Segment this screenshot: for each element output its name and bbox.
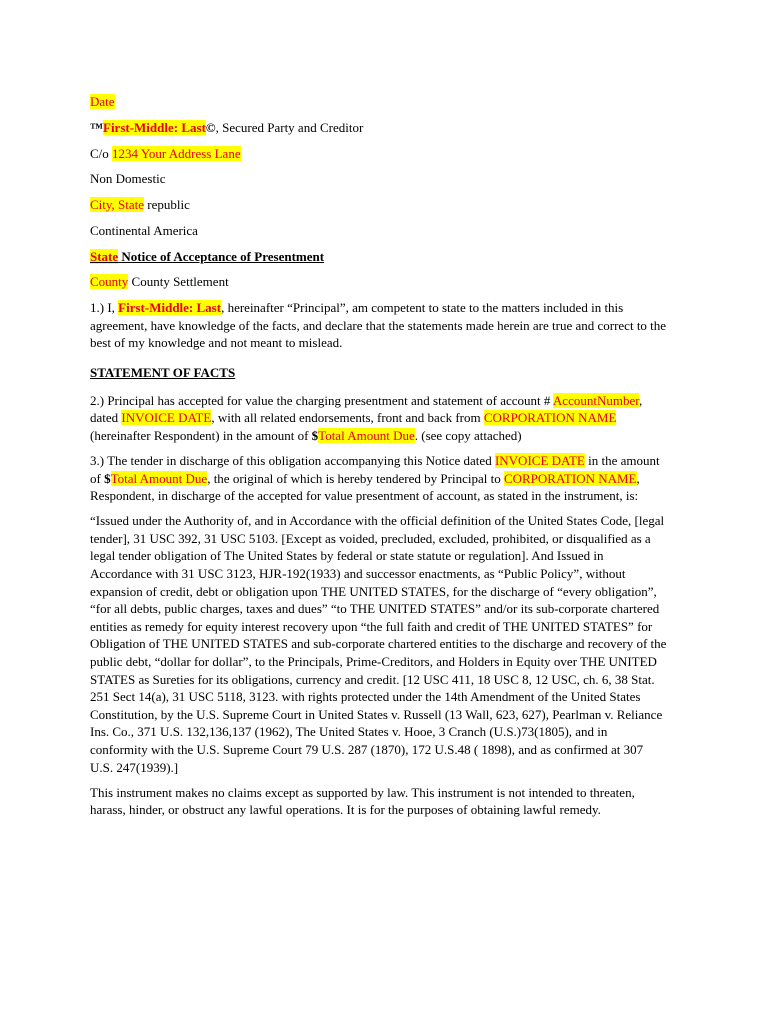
city-state-line xyxy=(90,196,668,214)
title-text: Notice of Acceptance of Presentment xyxy=(118,248,325,264)
document-title xyxy=(90,248,668,266)
republic-text: republic xyxy=(144,197,190,213)
p3-text-b: in the amount of xyxy=(90,452,660,486)
p3-invoice-date-placeholder: INVOICE DATE xyxy=(494,452,585,468)
title-state-placeholder: State xyxy=(90,248,119,264)
p2-dollar-sign: $ xyxy=(311,427,319,443)
p3-text-c: , the original of which is hereby tendered by Principal to xyxy=(207,470,504,486)
name-placeholder: First-Middle: Last xyxy=(103,119,206,135)
p1-name-placeholder: First-Middle: Last xyxy=(118,300,222,316)
city-state-placeholder: City, State xyxy=(90,197,145,213)
trademark-symbol: ™ xyxy=(90,119,103,135)
county-settlement-text: County Settlement xyxy=(128,274,229,290)
statement-heading: STATEMENT OF FACTS xyxy=(90,365,236,381)
copyright-symbol: © xyxy=(205,119,216,135)
p2-text-c: , with all related endorsements, front and back from xyxy=(211,410,484,426)
p2-text-b: , dated xyxy=(90,392,643,426)
p3-dollar-sign: $ xyxy=(104,470,111,486)
p2-invoice-date-placeholder: INVOICE DATE xyxy=(121,410,212,426)
address-placeholder: 1234 Your Address Lane xyxy=(112,145,241,161)
paragraph-3 xyxy=(90,452,668,505)
p3-corporation-placeholder: CORPORATION NAME xyxy=(503,470,637,486)
p2-text-a: 2.) Principal has accepted for value the charging presentment and statement of account # xyxy=(90,392,553,408)
quoted-authority-paragraph: “Issued under the Authority of, and in Accordance with the official definition of the United States Code, [legal tender], 31 USC 392, 31 USC 5103. [Except as voided, precluded, excluded, prohibited, or disqualified as a legal tender obligation of The United States by federal or state statute or regulation]. And Issued in Accordance with 31 USC 3123, HJR-192(1933) and successor enactments, as “Public Policy”, without expansion of credit, debt or obligation upon THE UNITED STATES, for the discharge of “every obligation”, “for all debts, public charges, taxes and dues” “to THE UNITED STATES” and/or its sub-corporate chartered entities as remedy for equity interest recovery upon “the full faith and credit of THE UNITED STATES” for Obligation of THE UNITED STATES and sub-corporate chartered entities to the discharge and recovery of the public debt, “dollar for dollar”, to the Principals, Prime-Creditors, and Holders in Equity over THE UNITED STATES as Sureties for its obligations, currency and credit. [12 USC 411, 18 USC 8, 12 USC, ch. 6, 38 Stat. 251 Sect 14(a), 31 USC 5118, 3123. with rights protected under the 14th Amendment of the United States Constitution, by the U.S. Supreme Court in United States v. Russell (13 Wall, 623, 627), Pearlman v. Reliance Ins. Co., 371 U.S. 132,136,137 (1962), The United States v. Hooe, 3 Cranch (U.S.)73(1805), and in conformity with the U.S. Supreme Court 79 U.S. 287 (1870), 172 U.S.48 ( 1898), and as confirmed at 307 U.S. 247(1939).] xyxy=(90,513,667,775)
p2-corporation-placeholder: CORPORATION NAME xyxy=(483,410,617,426)
address-line xyxy=(90,145,668,163)
p3-text-a: 3.) The tender in discharge of this obligation accompanying this Notice dated xyxy=(90,452,495,468)
county-line xyxy=(90,273,668,291)
p3-total-placeholder: Total Amount Due xyxy=(110,470,208,486)
continental-line: Continental America xyxy=(90,222,198,238)
care-of-label: C/o xyxy=(90,145,113,161)
date-line xyxy=(90,93,668,111)
p2-text-e: . (see copy attached) xyxy=(414,427,522,443)
paragraph-1 xyxy=(90,299,668,352)
closing-paragraph: This instrument makes no claims except as supported by law. This instrument is not intended to threaten, harass, hinder, or obstruct any lawful operations. It is for the purposes of obtaining lawful remedy. xyxy=(90,784,635,818)
secured-party-text: , Secured Party and Creditor xyxy=(215,119,364,135)
county-placeholder: County xyxy=(90,274,129,290)
paragraph-2 xyxy=(90,392,668,445)
p1-text-a: 1.) I, xyxy=(90,300,119,316)
non-domestic-line: Non Domestic xyxy=(90,171,166,187)
party-line xyxy=(90,119,668,137)
p2-text-d: (hereinafter Respondent) in the amount of xyxy=(90,427,312,443)
account-number-placeholder: AccountNumber xyxy=(552,392,640,408)
p2-total-placeholder: Total Amount Due xyxy=(318,427,415,443)
p3-text-d: , Respondent, in discharge of the accepted for value presentment of account, as stated in the instrument, is: xyxy=(90,470,640,504)
p1-text-b: , hereinafter “Principal”, am competent to state to the matters included in this agreement, have knowledge of the facts, and declare that the statements made herein are true and correct to the best of my knowledge and not meant to mislead. xyxy=(90,300,667,351)
date-placeholder: Date xyxy=(90,94,115,109)
